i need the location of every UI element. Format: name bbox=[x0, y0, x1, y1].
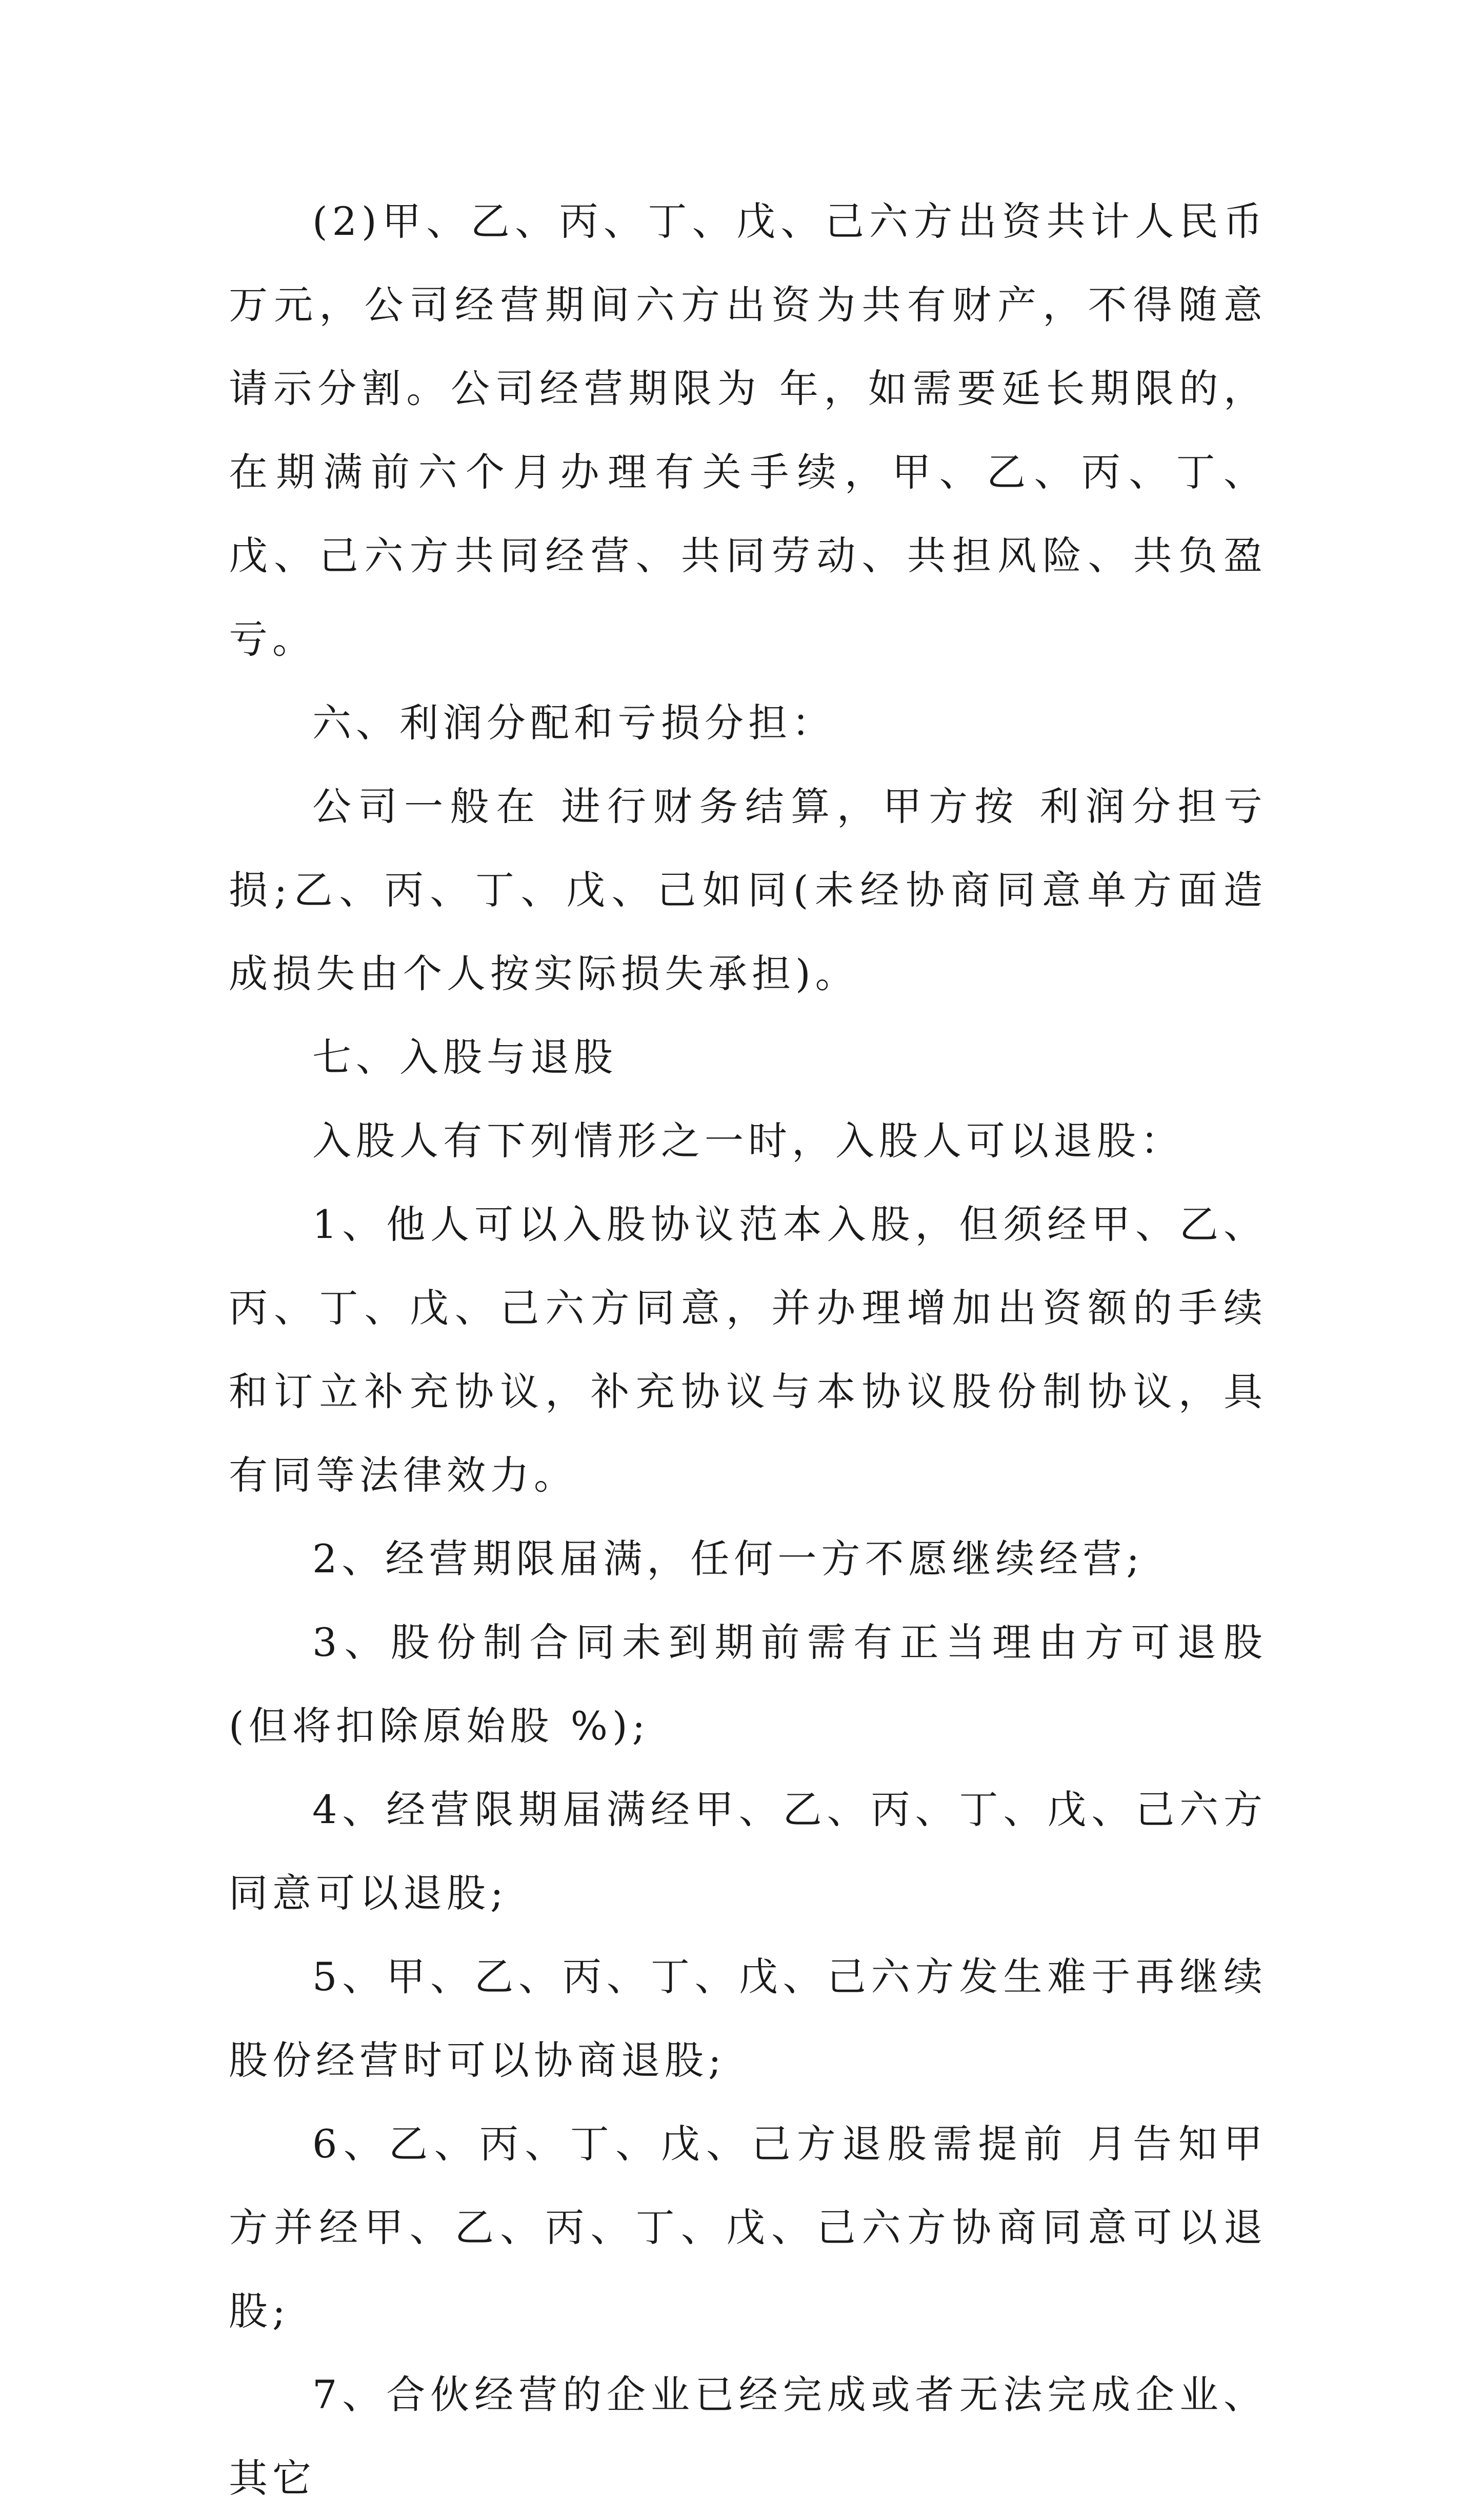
paragraph-financial-settlement: 公司一般在 进行财务结算，甲方按 利润分担亏损;乙、丙、丁、戊、己如同(未经协商同意单方面造成损失由个人按实际损失承担)。 bbox=[229, 784, 1267, 996]
paragraph-withdraw-conditions-intro: 入股人有下列情形之一时，入股人可以退股： bbox=[312, 1118, 1184, 1164]
section-heading-profit-distribution: 六、利润分配和亏损分担： bbox=[312, 700, 835, 746]
list-item-7: 7、合伙经营的企业已经完成或者无法完成企业、其它 bbox=[229, 2372, 1267, 2501]
list-item-4: 4、经营限期届满经甲、乙、丙、丁、戊、己六方同意可以退股; bbox=[229, 1787, 1267, 1916]
section-heading-join-and-withdraw: 七、入股与退股 bbox=[312, 1034, 617, 1080]
list-item-3: 3、股份制合同未到期前需有正当理由方可退股(但将扣除原始股 %); bbox=[229, 1619, 1267, 1749]
document-body bbox=[229, 179, 1267, 2520]
list-item-5: 5、甲、乙、丙、丁、戊、己六方发生难于再继续股份经营时可以协商退股; bbox=[229, 1954, 1267, 2083]
list-item-2: 2、经营期限届满，任何一方不愿继续经营; bbox=[312, 1536, 1144, 1582]
list-item-1: 1、他人可以入股协议范本入股，但须经甲、乙、丙、丁、戊、己六方同意，并办理增加出资额的手续和订立补充协议，补充协议与本协议股份制协议，具有同等法律效力。 bbox=[229, 1202, 1267, 1498]
list-item-6: 6、乙、丙、丁、戊、己方退股需提前 月告知甲方并经甲、乙、丙、丁、戊、己六方协商同意可以退股; bbox=[229, 2121, 1267, 2334]
paragraph-capital-contribution: (2)甲、乙、丙、丁、戊、己六方出资共计人民币 万元，公司经营期间六方出资为共有财产，不得随意请示分割。公司经营期限为 年，如需要延长期限的，在期满前六个月办理有关手续，甲、乙、丙、丁、戊、己六方共同经营、共同劳动、共担风险、共负盈亏。 bbox=[229, 198, 1267, 662]
